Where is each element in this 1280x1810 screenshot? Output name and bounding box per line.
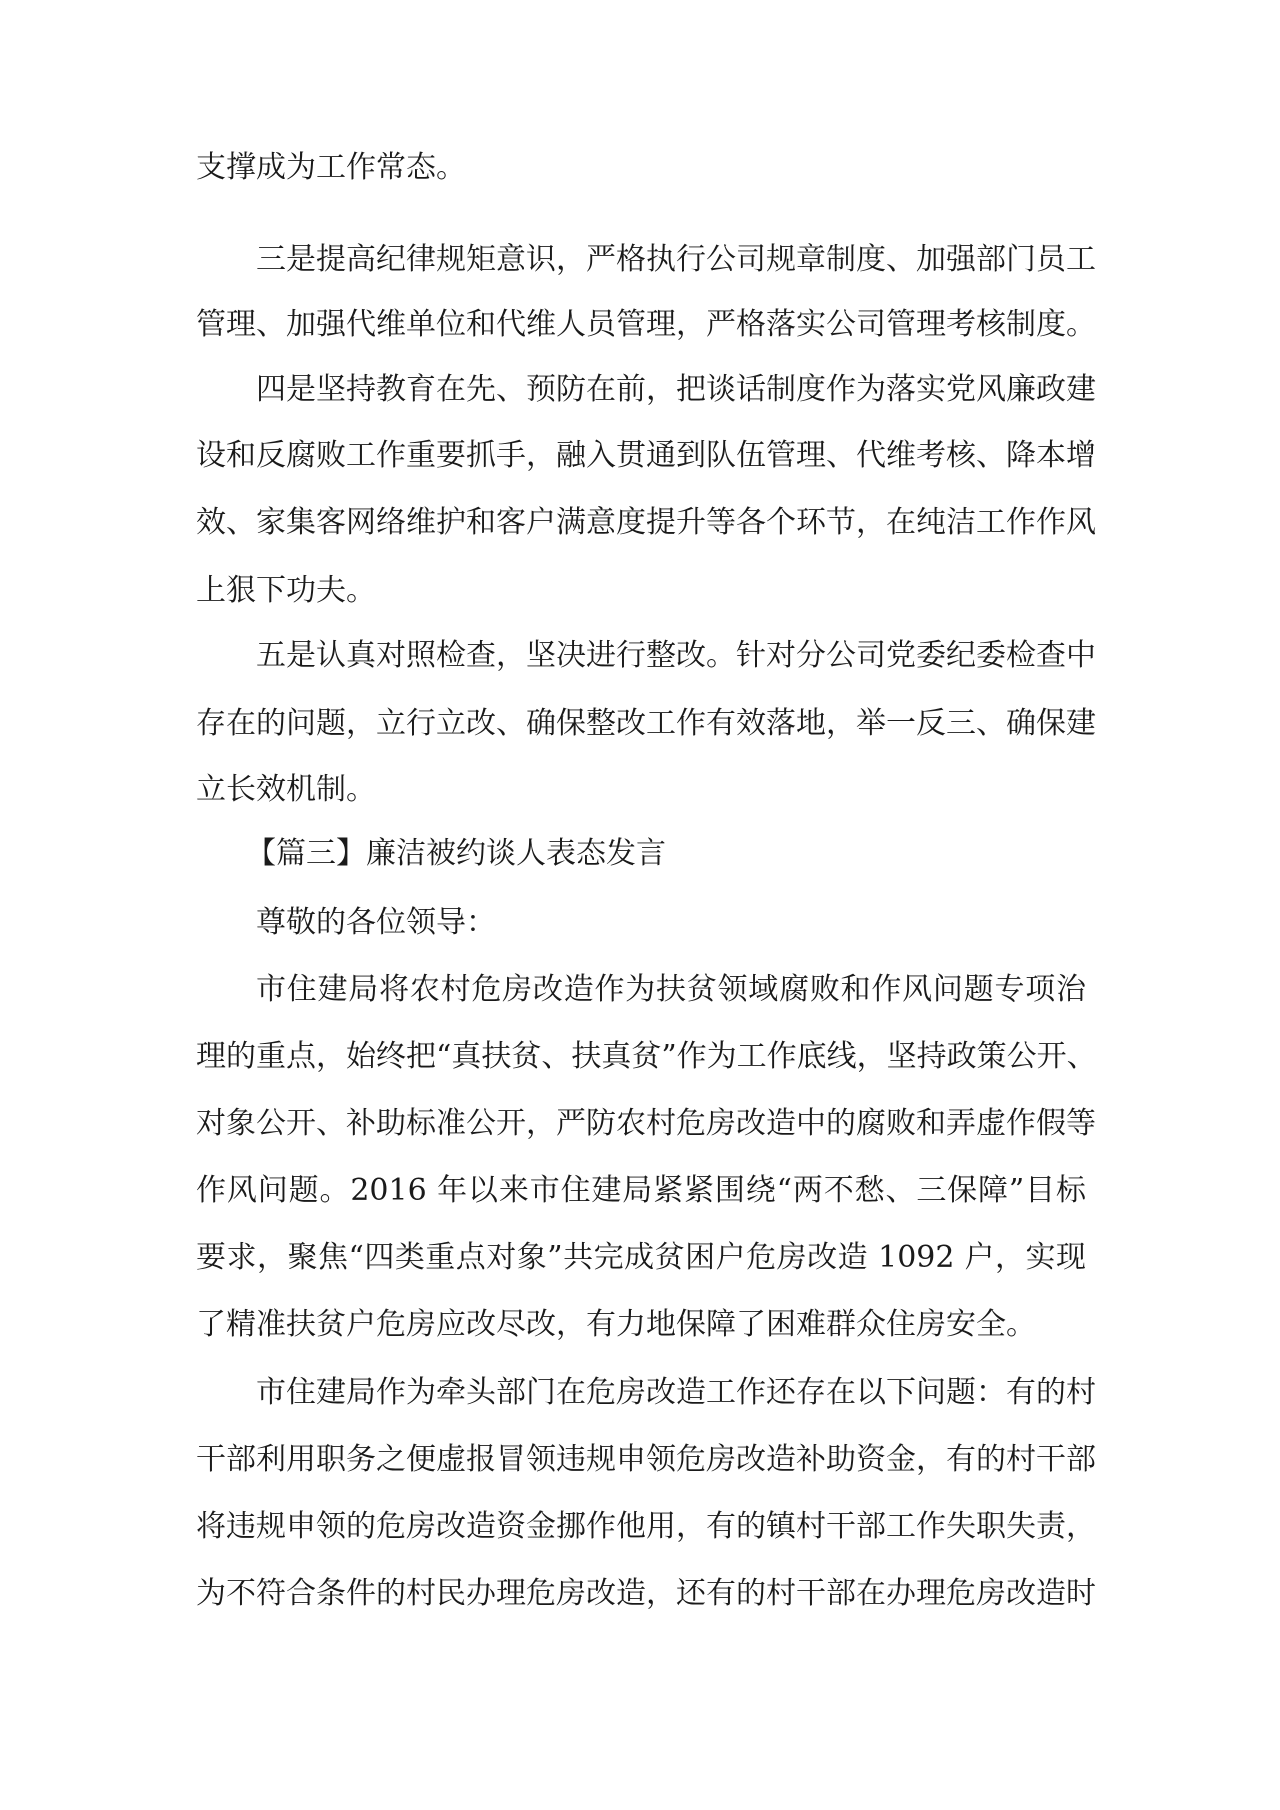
text-line: 存在的问题，立行立改、确保整改工作有效落地，举一反三、确保建	[196, 706, 1096, 741]
text-line: 为不符合条件的村民办理危房改造，还有的村干部在办理危房改造时	[196, 1576, 1096, 1611]
salutation: 尊敬的各位领导：	[256, 905, 496, 940]
text-line: 管理、加强代维单位和代维人员管理，严格落实公司管理考核制度。	[196, 307, 1096, 342]
paragraph-first-line: 市住建局将农村危房改造作为扶贫领域腐败和作风问题专项治	[256, 972, 1086, 1007]
text-line: 将违规申领的危房改造资金挪作他用，有的镇村干部工作失职失责，	[196, 1509, 1096, 1544]
paragraph-first-line: 市住建局作为牵头部门在危房改造工作还存在以下问题：有的村	[256, 1375, 1096, 1410]
text-line: 支撑成为工作常态。	[196, 150, 466, 185]
text-line: 了精准扶贫户危房应改尽改，有力地保障了困难群众住房安全。	[196, 1307, 1036, 1342]
text-line: 设和反腐败工作重要抓手，融入贯通到队伍管理、代维考核、降本增	[196, 438, 1096, 473]
section-heading: 【篇三】廉洁被约谈人表态发言	[246, 836, 666, 871]
paragraph-first-line: 五是认真对照检查，坚决进行整改。针对分公司党委纪委检查中	[256, 638, 1096, 673]
paragraph-first-line: 四是坚持教育在先、预防在前，把谈话制度作为落实党风廉政建	[256, 372, 1096, 407]
text-line: 要求，聚焦“四类重点对象”共完成贫困户危房改造 1092 户，实现	[196, 1240, 1086, 1275]
text-line: 效、家集客网络维护和客户满意度提升等各个环节，在纯洁工作作风	[196, 505, 1096, 540]
text-line: 理的重点，始终把“真扶贫、扶真贫”作为工作底线，坚持政策公开、	[196, 1039, 1097, 1074]
text-line: 干部利用职务之便虚报冒领违规申领危房改造补助资金，有的村干部	[196, 1442, 1096, 1477]
paragraph-first-line: 三是提高纪律规矩意识，严格执行公司规章制度、加强部门员工	[256, 242, 1096, 277]
text-line: 作风问题。2016 年以来市住建局紧紧围绕“两不愁、三保障”目标	[196, 1173, 1086, 1208]
text-line: 上狠下功夫。	[196, 573, 376, 608]
text-line: 立长效机制。	[196, 772, 376, 807]
text-line: 对象公开、补助标准公开，严防农村危房改造中的腐败和弄虚作假等	[196, 1106, 1096, 1141]
